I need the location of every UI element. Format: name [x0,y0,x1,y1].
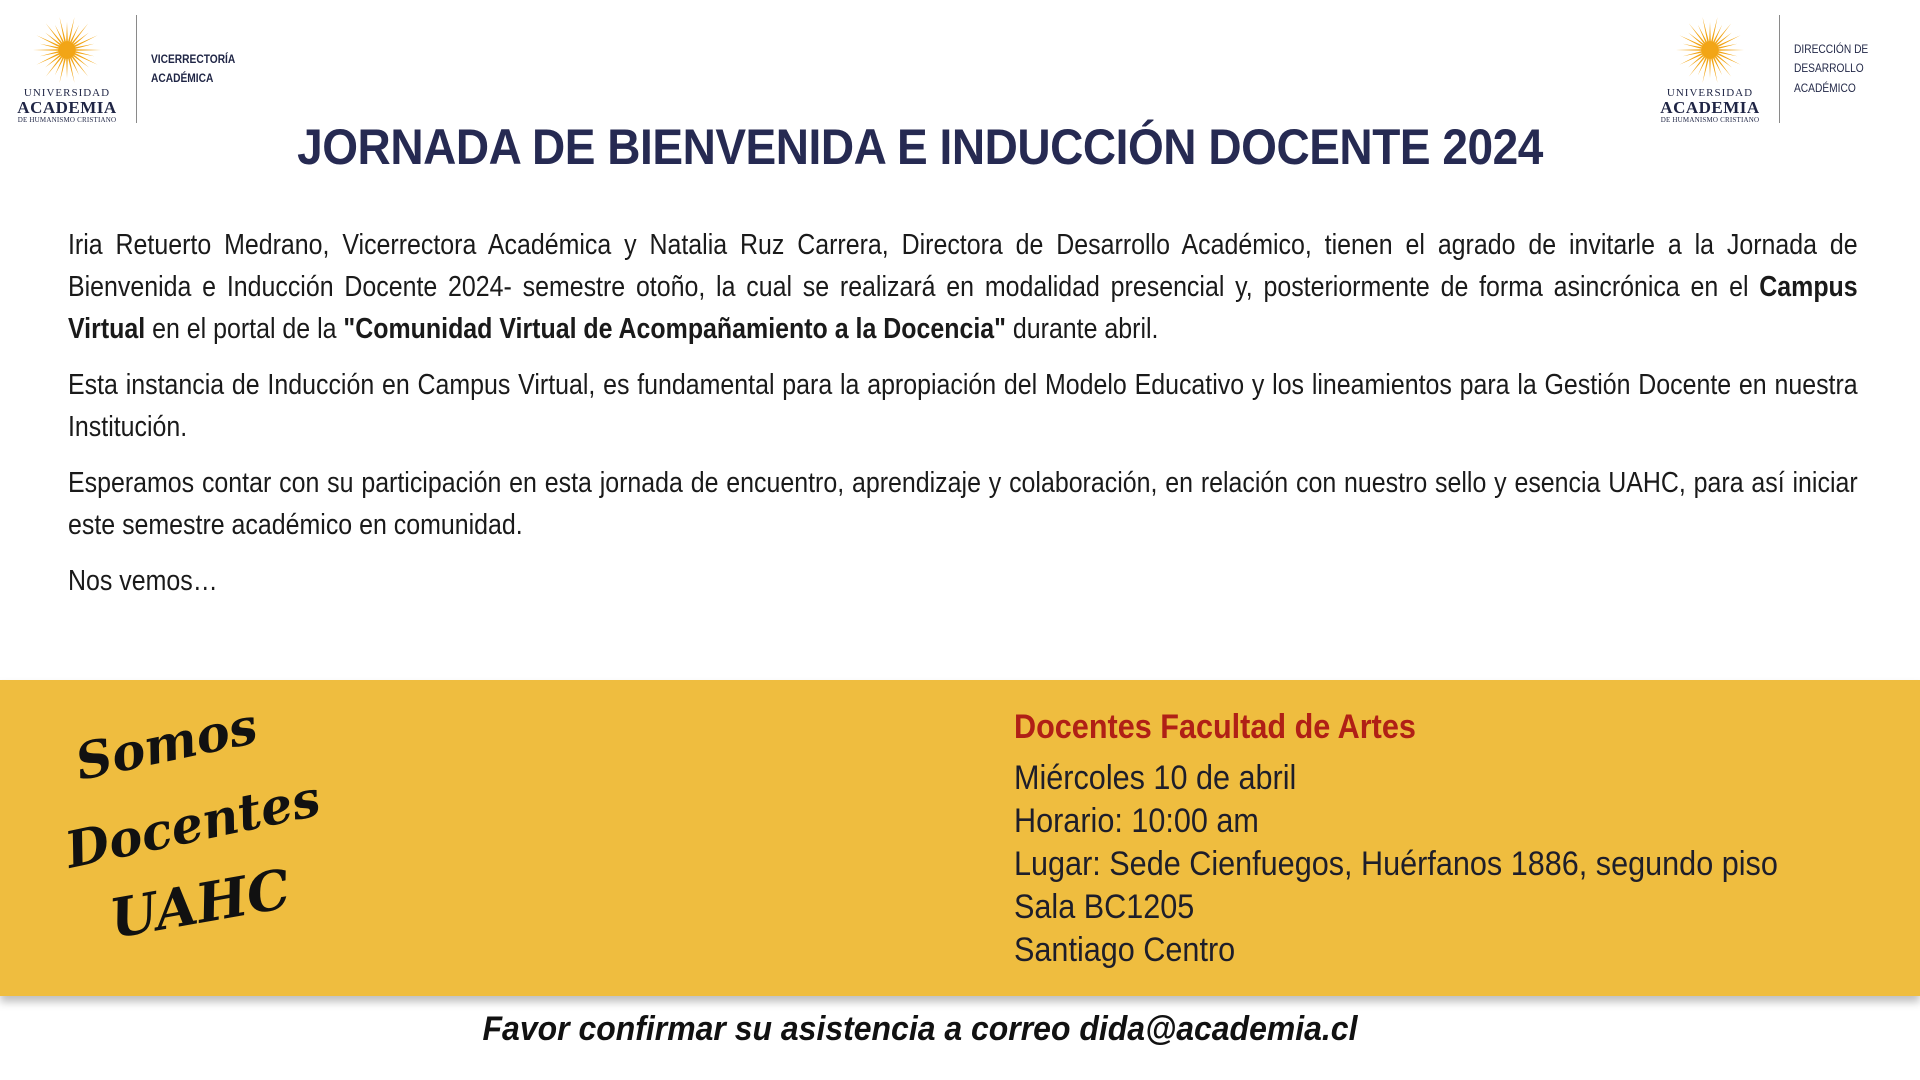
logo-unit-name [1794,40,1871,98]
page-title: JORNADA DE BIENVENIDA E INDUCCIÓN DOCENTE 2024 [297,119,1543,175]
paragraph-closing: Esperamos contar con su participación en esta jornada de encuentro, aprendizaje y colaboración, en relación con nuestro sello y esencia UAHC, para así iniciar este semestre académico en comunidad. [68,467,1858,541]
event-city: Santiago Centro [1014,931,1236,969]
logo-unit-line: VICERRECTORÍA [151,51,236,66]
logo-unit-line: ACADÉMICA [151,70,214,85]
university-logo-mark [1655,14,1765,124]
logo-university-subtitle: DE HUMANISMO CRISTIANO [1660,115,1760,124]
event-heading: Docentes Facultad de Artes [1014,708,1416,746]
community-name-emphasis: "Comunidad Virtual de Acompañamiento a la Docencia" [343,313,1006,345]
paragraph-text: Iria Retuerto Medrano, Vicerrectora Académica y Natalia Ruz Carrera, Directora de Desarrollo Académico, tienen el agrado de invitarle a la Jornada de Bienvenida e Inducción Docente 2024- semestre otoño, la cual se realizará en modalidad presencial y, posteriormente de forma asincrónica en el [68,229,1858,303]
paragraph-farewell: Nos vemos… [68,565,218,597]
right-logo [1655,14,1884,124]
event-room: Sala BC1205 [1014,888,1195,926]
paragraph-purpose: Esta instancia de Inducción en Campus Virtual, es fundamental para la apropiación del Modelo Educativo y los lineamientos para la Gestión Docente en nuestra Institución. [68,369,1858,443]
logo-unit-line: DIRECCIÓN DE [1794,42,1869,57]
logo-divider [1779,15,1780,123]
left-logo [12,14,241,124]
event-time: Horario: 10:00 am [1014,802,1259,840]
invitation-body [68,224,1858,616]
logo-unit-line: DESARROLLO [1794,61,1864,76]
script-line: Somos [70,695,263,792]
script-line: Docentes [60,768,326,880]
somos-docentes-handwritten-logo [60,695,326,951]
logo-divider [136,15,137,123]
rsvp-note: Favor confirmar su asistencia a correo dida@academia.cl [482,1010,1358,1048]
logo-unit-name [151,50,236,88]
sun-emblem-icon [1674,14,1746,86]
logo-university-name: ACADEMIA [17,98,117,117]
logo-university-label: UNIVERSIDAD [23,87,111,99]
event-date: Miércoles 10 de abril [1014,759,1297,797]
script-line: UAHC [105,856,295,951]
logo-university-label: UNIVERSIDAD [1666,87,1754,99]
logo-unit-line: ACADÉMICO [1794,80,1856,95]
paragraph-text: en el portal de la [145,313,344,345]
logo-university-name: ACADEMIA [1660,98,1760,117]
sun-emblem-icon [31,14,103,86]
event-details [1014,708,1894,972]
logo-university-subtitle: DE HUMANISMO CRISTIANO [17,115,117,124]
paragraph-text: durante abril. [1005,313,1159,345]
campus-virtual-emphasis: Campus Virtual [68,271,1858,345]
event-location: Lugar: Sede Cienfuegos, Huérfanos 1886, segundo piso [1014,845,1778,883]
paragraph-invitation [68,224,1858,350]
university-logo-mark [12,14,122,124]
